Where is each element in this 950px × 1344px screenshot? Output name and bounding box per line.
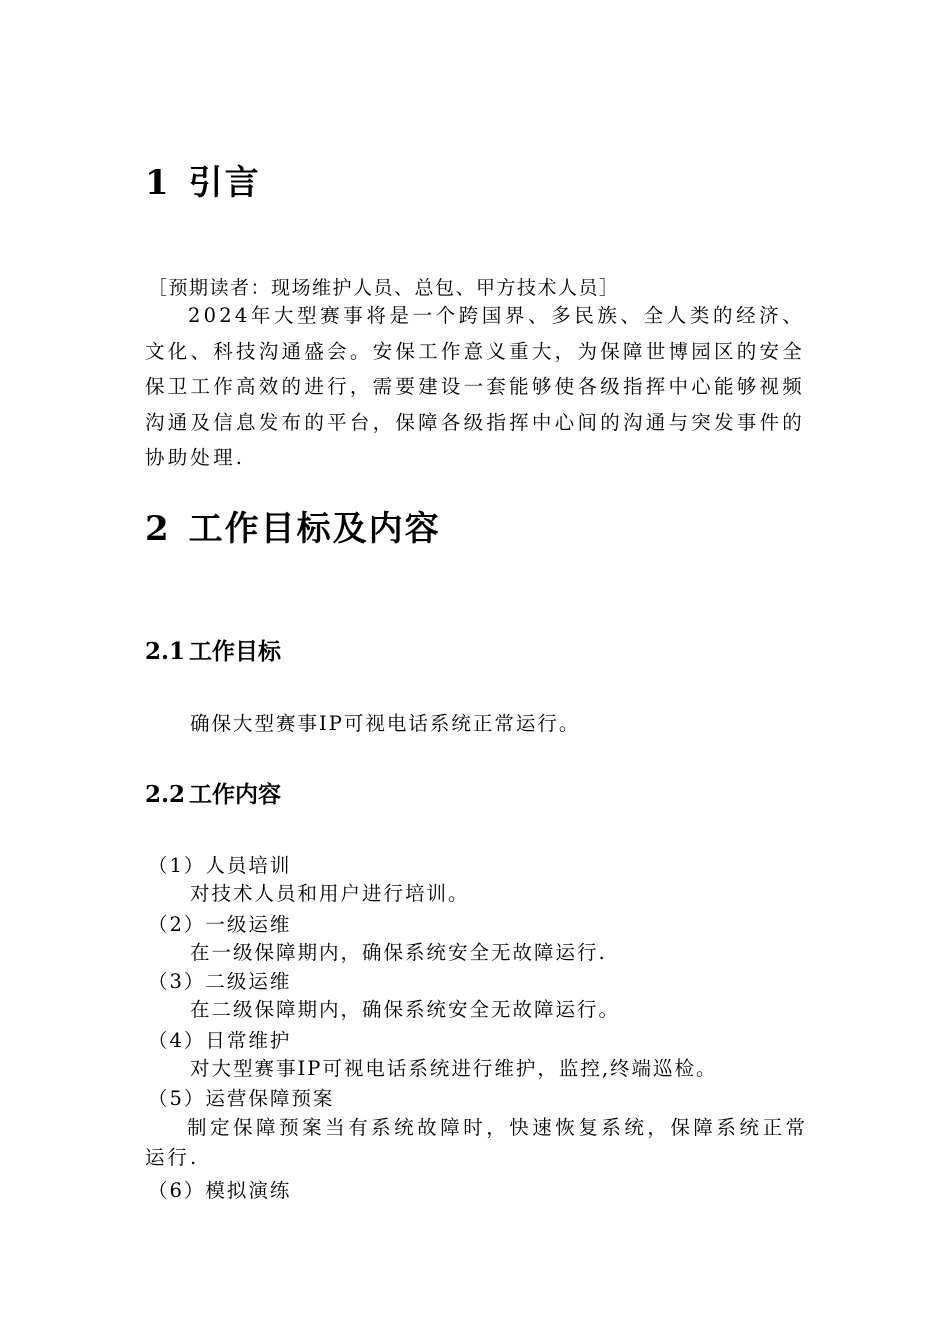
section-title: 工作目标及内容 (188, 509, 441, 549)
work-item-desc: 制定保障预案当有系统故障时，快速恢复系统，保障系统正常运行. (145, 1116, 808, 1169)
goal-text: 确保大型赛事IP可视电话系统正常运行。 (190, 712, 581, 735)
work-item-desc: 对大型赛事IP可视电话系统进行维护，监控,终端巡检。 (190, 1057, 718, 1080)
section-title: 引言 (188, 163, 261, 203)
work-item (148, 1027, 808, 1083)
work-item-desc: 在一级保障期内，确保系统安全无故障运行. (190, 941, 607, 964)
work-item (148, 1177, 808, 1205)
subsection-title: 工作目标 (189, 638, 282, 665)
subsection-heading-2-1 (145, 633, 281, 666)
work-item-title: （1）人员培训 (148, 854, 292, 877)
subsection-heading-2-2 (145, 776, 281, 809)
work-item-title: （5）运营保障预案 (148, 1087, 335, 1110)
section-number: 1 (145, 163, 171, 203)
section-heading-2 (145, 501, 441, 550)
work-item-title: （2）一级运维 (148, 913, 292, 936)
work-item-title: （4）日常维护 (148, 1029, 292, 1052)
work-item-title: （3）二级运维 (148, 970, 292, 993)
work-item-desc: 对技术人员和用户进行培训。 (190, 882, 470, 905)
section-heading-1 (145, 155, 261, 204)
work-item (148, 911, 808, 967)
intro-paragraph: 2024年大型赛事将是一个跨国界、多民族、全人类的经济、文化、科技沟通盛会。安保工作意义重大，为保障世博园区的安全保卫工作高效的进行，需要建设一套能够使各级指挥中心能够视频沟通及信息发布的平台，保障各级指挥中心间的沟通与突发事件的协助处理. (145, 304, 805, 469)
work-item-desc: 在二级保障期内，确保系统安全无故障运行。 (190, 998, 621, 1021)
subsection-title: 工作内容 (189, 781, 282, 808)
subsection-number: 2.2 (145, 781, 186, 808)
work-item (148, 968, 808, 1024)
work-item (148, 852, 808, 908)
work-item (145, 1085, 808, 1173)
subsection-number: 2.1 (145, 638, 186, 665)
work-item-title: （6）模拟演练 (148, 1179, 292, 1202)
reader-note: ［预期读者：现场维护人员、总包、甲方技术人员］ (148, 277, 620, 299)
section-number: 2 (145, 509, 171, 549)
